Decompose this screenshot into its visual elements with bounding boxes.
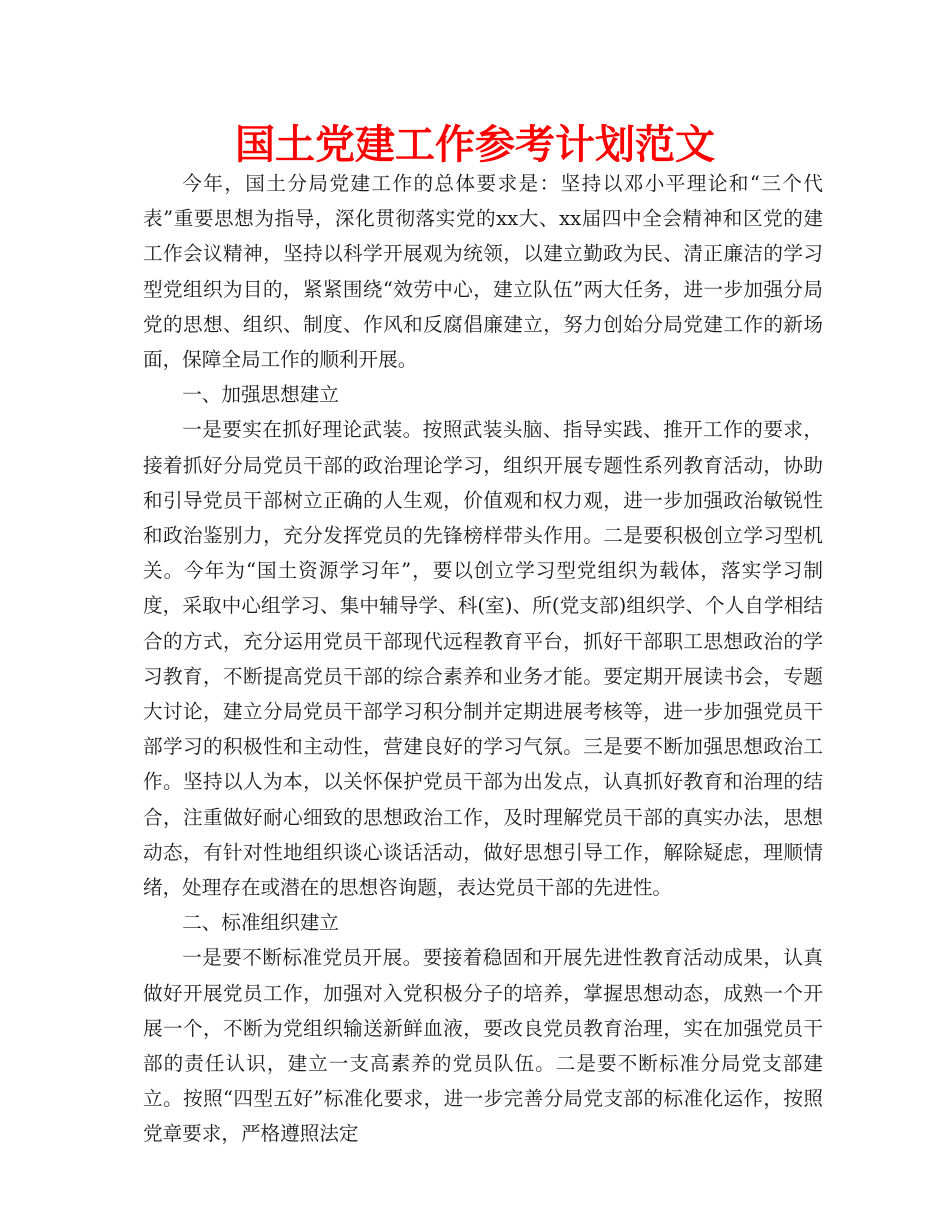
section-heading-1: 一、加强思想建立 [182,383,339,407]
paragraph-intro: 今年，国土分局党建工作的总体要求是：坚持以邓小平理论和“三个代表”重要思想为指导，深化贯彻落实党的xx大、xx届四中全会精神和区党的建工作会议精神，坚持以科学开展观为统领，以建立勤政为民、清正廉洁的学习型党组织为目的，紧紧围绕“效劳中心，建立队伍”两大任务，进一步加强分局党的思想、组织、制度、作风和反腐倡廉建立，努力创始分局党建工作的新场面，保障全局工作的顺利开展。 [143,172,823,372]
paragraph-section-2: 一是要不断标准党员开展。要接着稳固和开展先进性教育活动成果，认真做好开展党员工作，加强对入党积极分子的培养，掌握思想动态，成熟一个开展一个，不断为党组织输送新鲜血液，要改良党员教育治理，实在加强党员干部的责任认识，建立一支高素养的党员队伍。二是要不断标准分局党支部建立。按照“四型五好”标准化要求，进一步完善分局党支部的标准化运作，按照党章要求，严格遵照法定 [143,946,823,1146]
section-heading-2: 二、标准组织建立 [182,911,339,935]
document-title: 国土党建工作参考计划范文 [235,121,715,168]
paragraph-section-1: 一是要实在抓好理论武装。按照武装头脑、指导实践、推开工作的要求，接着抓好分局党员干部的政治理论学习，组织开展专题性系列教育活动，协助和引导党员干部树立正确的人生观，价值观和权力观，进一步加强政治敏锐性和政治鉴别力，充分发挥党员的先锋榜样带头作用。二是要积极创立学习型机关。今年为“国土资源学习年”，要以创立学习型党组织为载体，落实学习制度，采取中心组学习、集中辅导学、科(室)、所(党支部)组织学、个人自学相结合的方式，充分运用党员干部现代远程教育平台，抓好干部职工思想政治的学习教育，不断提高党员干部的综合素养和业务才能。要定期开展读书会，专题大讨论，建立分局党员干部学习积分制并定期进展考核等，进一步加强党员干部学习的积极性和主动性，营建良好的学习气氛。三是要不断加强思想政治工作。坚持以人为本，以关怀保护党员干部为出发点，认真抓好教育和治理的结合，注重做好耐心细致的思想政治工作，及时理解党员干部的真实办法，思想动态，有针对性地组织谈心谈话活动，做好思想引导工作，解除疑虑，理顺情绪，处理存在或潜在的思想咨询题，表达党员干部的先进性。 [143,418,823,900]
document-body [143,166,823,1152]
